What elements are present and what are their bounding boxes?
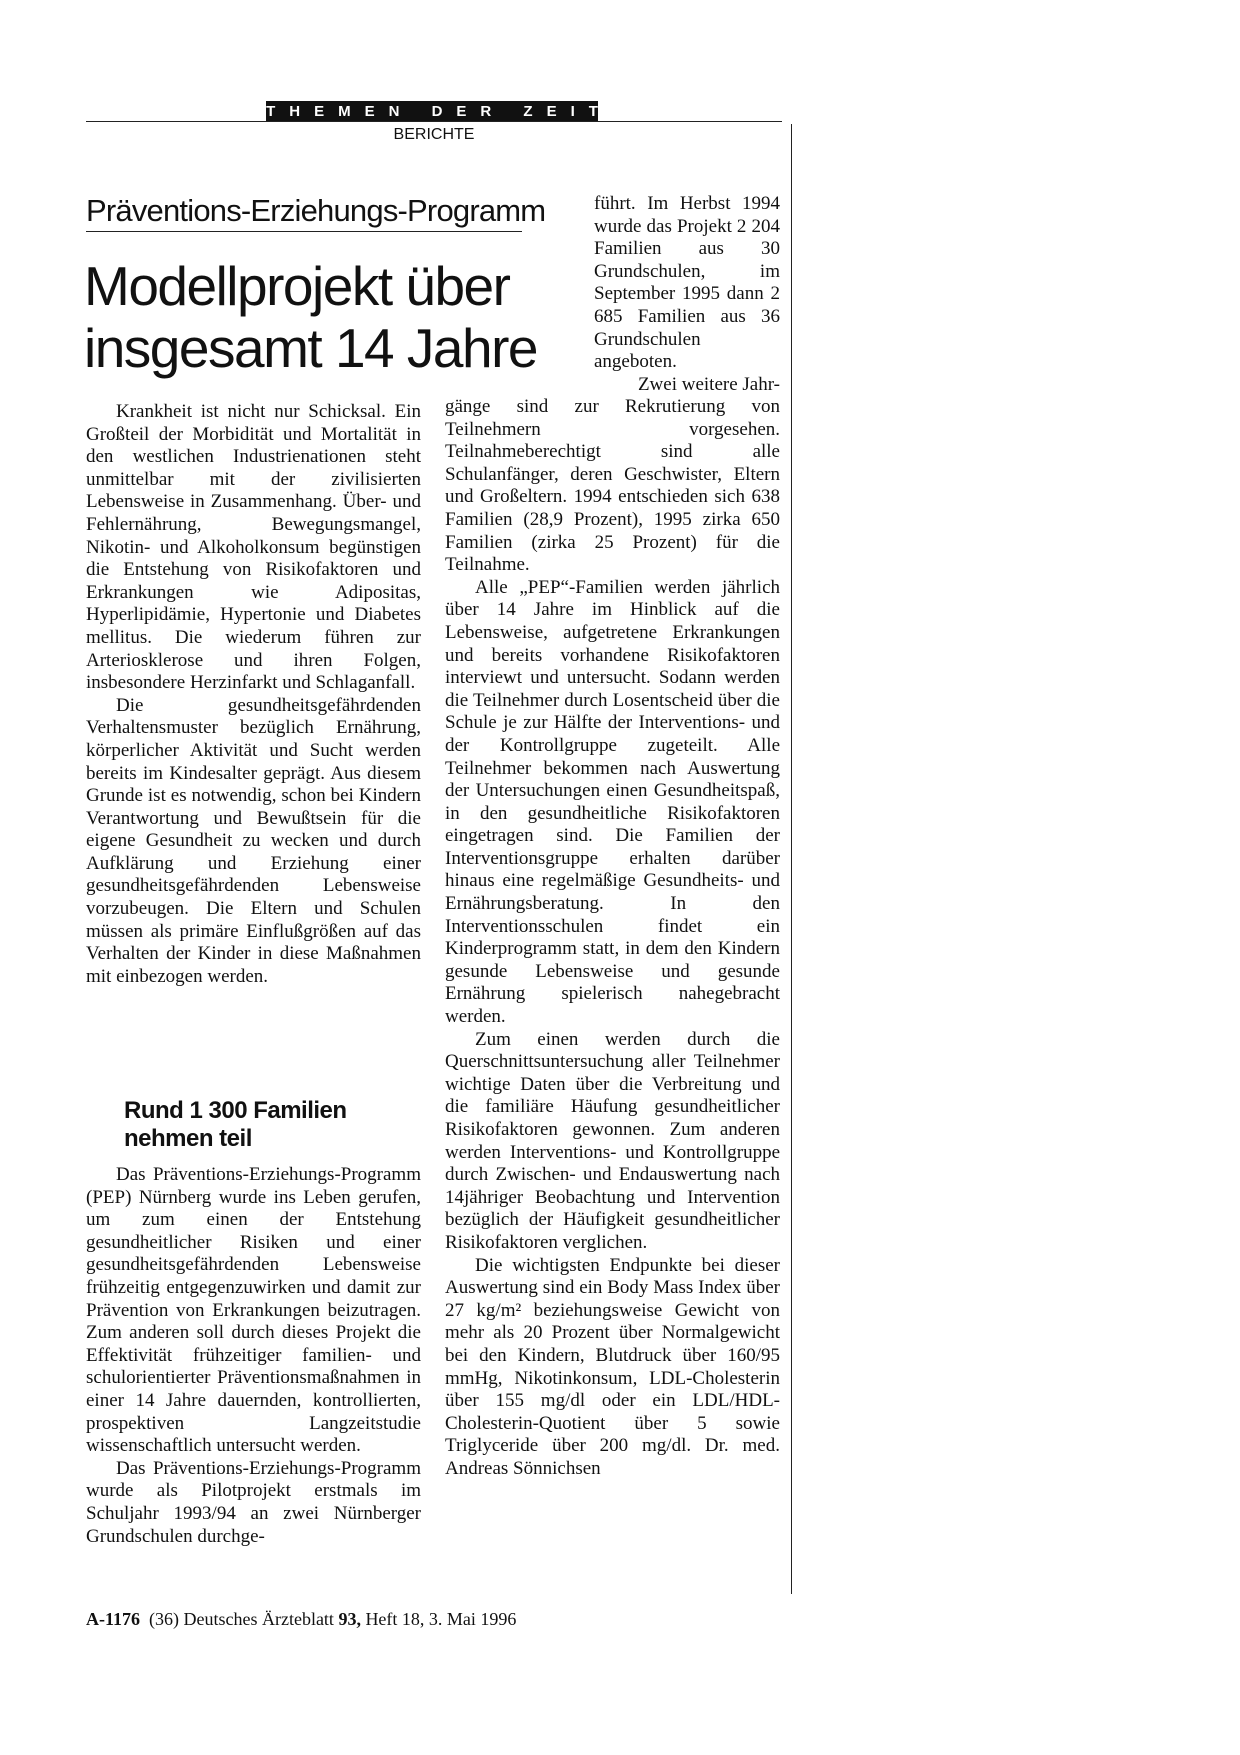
section-title: THEMEN DER ZEIT [266,103,612,120]
paragraph: Die wichtigsten Endpunkte bei dieser Auswertung sind ein Body Mass Index über 27 kg/m² beziehungsweise Gewicht von mehr als 20 Prozent über Normalgewicht bei den Kindern, Blutdruck über 160/95 mmHg, Nikotinkonsum, LDL-Cholesterin über 155 mg/dl oder ein LDL/HDL-Cholesterin-Quotient über 5 sowie Triglyceride über 200 mg/dl. Dr. med. Andreas Sönnichsen [445,1254,780,1479]
article-headline [84,255,604,379]
paragraph-continued: Zwei weitere Jahr- [637,373,780,395]
paragraph: Die gesundheitsgefährdenden Verhaltensmuster bezüglich Ernährung, körperlicher Aktivität und Sucht werden bereits im Kindesalter geprägt. Aus diesem Grunde ist es notwendig, schon bei Kindern Verantwortung und Bewußtsein für die eigene Gesundheit zu wecken und durch Aufklärung und Erziehung einer gesundheitsgefährdenden Lebensweise vorzubeugen. Die Eltern und Schulen müssen als primäre Einflußgrößen auf das Verhalten der Kinder in diese Maßnahmen mit einbezogen werden. [86,694,421,987]
issue-date: Heft 18, 3. Mai 1996 [365,1609,517,1629]
column-1b-text [86,1164,421,1548]
headline-line-2: insgesamt 14 Jahre [84,317,537,379]
header-rule [86,121,782,122]
volume-number: 93, [338,1609,361,1629]
article-kicker: Präventions-Erziehungs-Programm [86,193,546,228]
paragraph: Zum einen werden durch die Querschnittsuntersuchung aller Teilnehmer wichtige Daten über die Verbreitung und die familiäre Häufung gesundheitlicher Risikofaktoren gewonnen. Zum anderen werden Interventions- und Kontrollgruppe durch Zwischen- und Endauswertung nach 14jähriger Beobachtung und Intervention bezüglich der Häufigkeit gesundheitlicher Risikofaktoren verglichen. [445,1028,780,1253]
section-banner [266,101,612,122]
paragraph: Krankheit ist nicht nur Schicksal. Ein Großteil der Morbidität und Mortalität in den westlichen Industrienationen steht unmittelbar mit der zivilisierten Lebensweise in Zusammenhang. Über- und Fehlernährung, Bewegungsmangel, Nikotin- und Alkoholkonsum begünstigen die Entstehung von Risikofaktoren und Erkrankungen wie Adipositas, Hyperlipidämie, Hypertonie und Diabetes mellitus. Die wiederum führen zur Arteriosklerose und ihren Folgen, insbesondere Herzinfarkt und Schlaganfall. [86,401,421,694]
paragraph: Das Präventions-Erziehungs-Programm (PEP) Nürnberg wurde ins Leben gerufen, um zum einen der Entstehung gesundheitlicher Risiken und einer gesundheitsgefährdenden Lebensweise frühzeitig entgegenzuwirken und damit zur Prävention von Erkrankungen beizutragen. Zum anderen soll durch dieses Projekt die Effektivität frühzeitiger familien- und schulorientierter Präventionsmaßnahmen in einer 14 Jahre dauernden, kontrollierten, prospektiven Langzeitstudie wissenschaftlich untersucht werden. [86,1164,421,1457]
paragraph-continued: Das Präventions-Erziehungs-Programm wurde als Pilotprojekt erstmals im Schuljahr 1993/94 an zwei Nürnberger Grundschulen durchge- [86,1457,421,1547]
subsection-label: BERICHTE [393,126,475,143]
article-subheading: Rund 1 300 Familien nehmen teil [124,1097,347,1152]
issue-info: (36) Deutsches Ärzteblatt [149,1609,334,1629]
page-number: A-1176 [86,1609,140,1629]
column-3-top-text [594,193,780,396]
page-footer [86,1609,516,1630]
column-2-text [445,396,780,1481]
headline-line-1: Modellprojekt über [84,255,510,317]
paragraph-continued: führt. Im Herbst 1994 wurde das Projekt 2 204 Familien aus 30 Grundschulen, im September 1995 dann 2 685 Familien aus 36 Grundschulen angeboten. [594,193,780,373]
column-rule [791,124,792,1594]
column-1-text [86,401,421,988]
kicker-underline [86,231,522,232]
paragraph-continued: gänge sind zur Rekrutierung von Teilnehmern vorgesehen. Teilnahmeberechtigt sind alle Schulanfänger, deren Geschwister, Eltern und Großeltern. 1994 entschieden sich 638 Familien (28,9 Prozent), 1995 zirka 650 Familien (zirka 25 Prozent) für die Teilnahme. [445,396,780,576]
paragraph: Alle „PEP“-Familien werden jährlich über 14 Jahre im Hinblick auf die Lebensweise, aufgetretene Erkrankungen und bereits vorhandene Risikofaktoren interviewt und untersucht. Sodann werden die Teilnehmer durch Losentscheid über die Schule je zur Hälfte der Interventions- und der Kontrollgruppe zugeteilt. Alle Teilnehmer bekommen nach Auswertung der Untersuchungen einen Gesundheitspaß, in den gesundheitliche Risikofaktoren eingetragen sind. Die Familien der Interventionsgruppe erhalten darüber hinaus eine regelmäßige Gesundheits- und Ernährungsberatung. In den Interventionsschulen findet ein Kinderprogramm statt, in dem den Kindern gesunde Lebensweise und gesunde Ernährung spielerisch nahegebracht werden. [445,576,780,1028]
